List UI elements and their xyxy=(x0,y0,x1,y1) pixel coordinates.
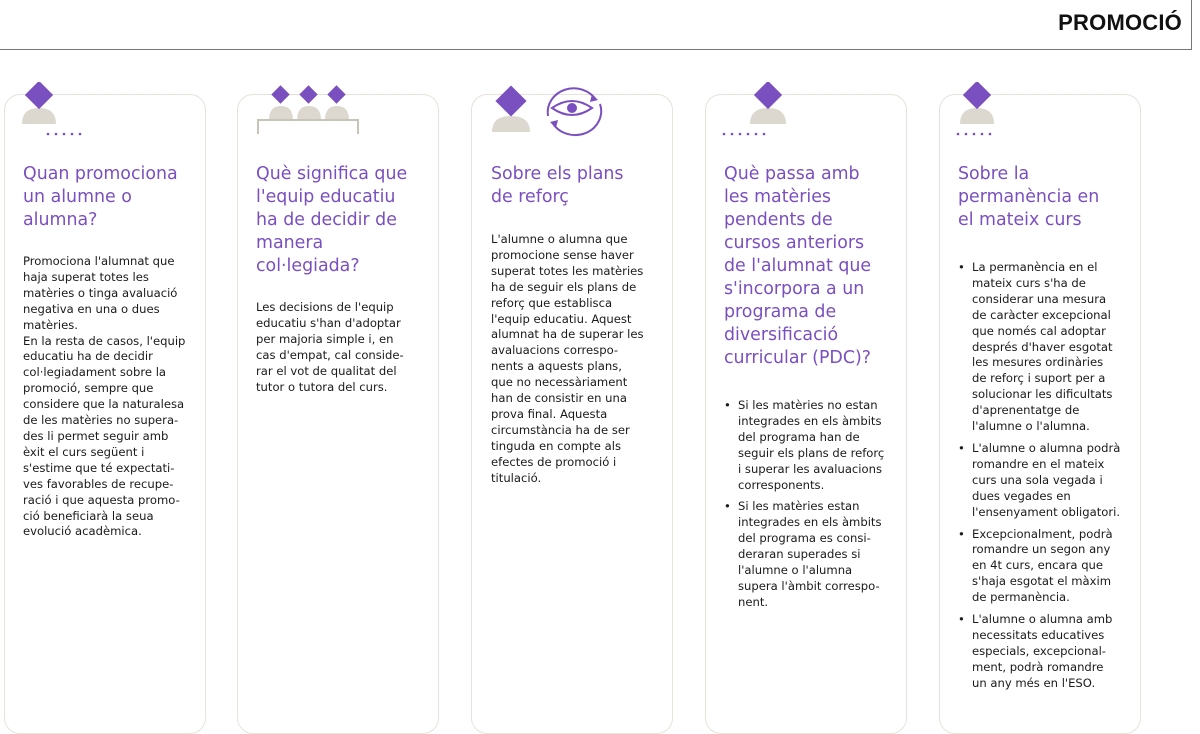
header-divider xyxy=(1191,0,1192,50)
list-item: • Excepcionalment, podrà romandre un segon any en 4t curs, encara que s'haja esgotat el màxim de permanència. xyxy=(958,527,1136,607)
card-body: Promociona l'alumnat que haja superat totes les matèries o tinga avaluació negativa en una o dues matèries. En la resta de casos, l'equip educatiu ha de decidir col·legiadament sobre la promoció, sempre que considere que la naturalesa de les matèries no supera- des li permet seguir amb èxit el curs següent i s'estime que té expectati- ves favorables de recupe- ració i que aquesta promo- ció beneficiarà la seua evolució acadèmica. xyxy=(23,254,186,539)
list-item: • L'alumne o alumna amb necessitats educatives especials, excepcional- ment, podrà romandre un any més en l'ESO. xyxy=(958,612,1136,692)
retention-bullet-list xyxy=(958,260,1136,698)
card-body: L'alumne o alumna que promocione sense haver superat totes les matèries ha de seguir els plans de reforç que establisca l'equip educatiu. Aquest alumnat ha de superar les avaluacions correspo- nents a aquests plans, que no necessàriament han de consistir en una prova final. Aquesta circumstància ha de ser tinguda en compte als efectes de promoció i titulació. xyxy=(491,232,644,485)
card-title: Sobre la permanència en el mateix curs xyxy=(958,164,1100,230)
person-eye-cycle-icon xyxy=(488,82,608,138)
card-title: Què passa amb les matèries pendents de cursos anteriors de l'alumnat que s'incorpora a un programa de diversificació curricular (PDC)? xyxy=(724,164,872,368)
list-item: • Si les matèries estan integrades en els àmbits del programa es consi- deraran superades si l'alumne o l'alumna supera l'àmbit correspo- nent. xyxy=(724,499,900,610)
card-body: Les decisions de l'equip educatiu s'han d'adoptar per majoria simple i, en cas d'empat, cal conside- rar el vot de qualitat del tutor o tutora del curs. xyxy=(256,300,404,394)
card-title: Quan promociona un alumne o alumna? xyxy=(23,164,178,230)
person-diamond-icon xyxy=(718,82,798,138)
person-diamond-icon xyxy=(952,82,1032,138)
page-title: PROMOCIÓ xyxy=(1058,10,1182,35)
card-title: Què significa que l'equip educatiu ha de decidir de manera col·legiada? xyxy=(256,164,408,276)
team-icon xyxy=(252,82,362,136)
card-title: Sobre els plans de reforç xyxy=(491,164,624,207)
list-item: • L'alumne o alumna podrà romandre en el mateix curs una sola vegada i dues vegades en l'ensenyament obligatori. xyxy=(958,441,1136,521)
list-item: • La permanència en el mateix curs s'ha de considerar una mesura de caràcter excepcional que només cal adoptar després d'haver esgotat les mesures ordinàries de reforç i suport per a solucionar les dificultats d'aprenentatge de l'alumne o l'alumna. xyxy=(958,260,1136,435)
person-diamond-icon xyxy=(18,82,98,138)
page-header xyxy=(0,0,1192,50)
pdc-bullet-list xyxy=(724,398,900,617)
list-item: • Si les matèries no estan integrades en els àmbits del programa han de seguir els plans de reforç i superar les avaluacions corresponents. xyxy=(724,398,900,493)
